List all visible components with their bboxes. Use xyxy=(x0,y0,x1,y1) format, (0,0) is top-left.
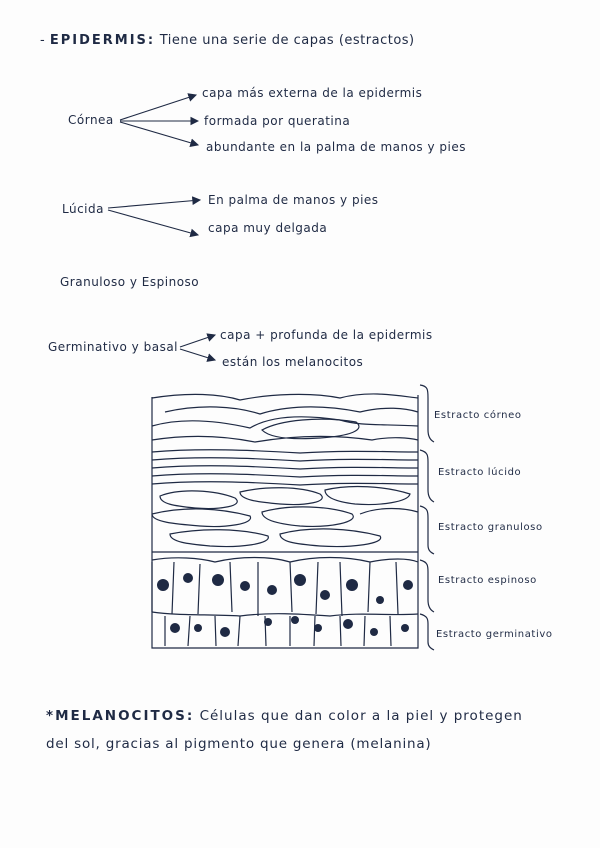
germinativo-item-2: están los melanocitos xyxy=(222,355,364,369)
lucida-item-1: En palma de manos y pies xyxy=(208,193,379,207)
label-espinoso: Estracto espinoso xyxy=(438,575,537,586)
arrow-germinativo-1 xyxy=(180,335,215,347)
heading-term: EPIDERMIS: xyxy=(49,33,156,48)
arrow-germinativo-2 xyxy=(180,349,215,360)
arrow-cornea-1 xyxy=(120,95,196,120)
heading-definition: Tiene una serie de capas (estractos) xyxy=(159,33,415,48)
melanocitos-term: MELANOCITOS: xyxy=(55,708,195,724)
germinativo-item-1: capa + profunda de la epidermis xyxy=(220,328,433,342)
label-germinativo: Estracto germinativo xyxy=(436,629,553,640)
melanocitos-star: * xyxy=(46,708,56,724)
cornea-item-1: capa más externa de la epidermis xyxy=(202,86,423,100)
cornea-item-3: abundante en la palma de manos y pies xyxy=(206,140,466,154)
section-germinativo-title: Germinativo y basal xyxy=(48,340,179,354)
label-granuloso: Estracto granuloso xyxy=(438,522,543,533)
label-lucido: Estracto lúcido xyxy=(438,467,522,478)
arrow-lucida-1 xyxy=(108,200,200,208)
section-granuloso-title: Granuloso y Espinoso xyxy=(60,275,200,289)
heading-dash: - xyxy=(40,33,46,48)
melanocitos-text-2: del sol, gracias al pigmento que genera (melanina) xyxy=(46,736,432,752)
lucida-item-2: capa muy delgada xyxy=(208,221,328,235)
section-cornea-title: Córnea xyxy=(68,113,114,127)
cornea-item-2: formada por queratina xyxy=(204,114,351,128)
melanocitos-line-1 xyxy=(46,708,523,724)
melanocitos-text-1: Células que dan color a la piel y protegen xyxy=(199,708,523,724)
arrow-lucida-2 xyxy=(108,210,198,235)
arrow-cornea-3 xyxy=(120,122,198,145)
skin-layers-diagram xyxy=(152,385,434,650)
label-corneo: Estracto córneo xyxy=(434,410,522,421)
section-lucida-title: Lúcida xyxy=(62,202,104,216)
